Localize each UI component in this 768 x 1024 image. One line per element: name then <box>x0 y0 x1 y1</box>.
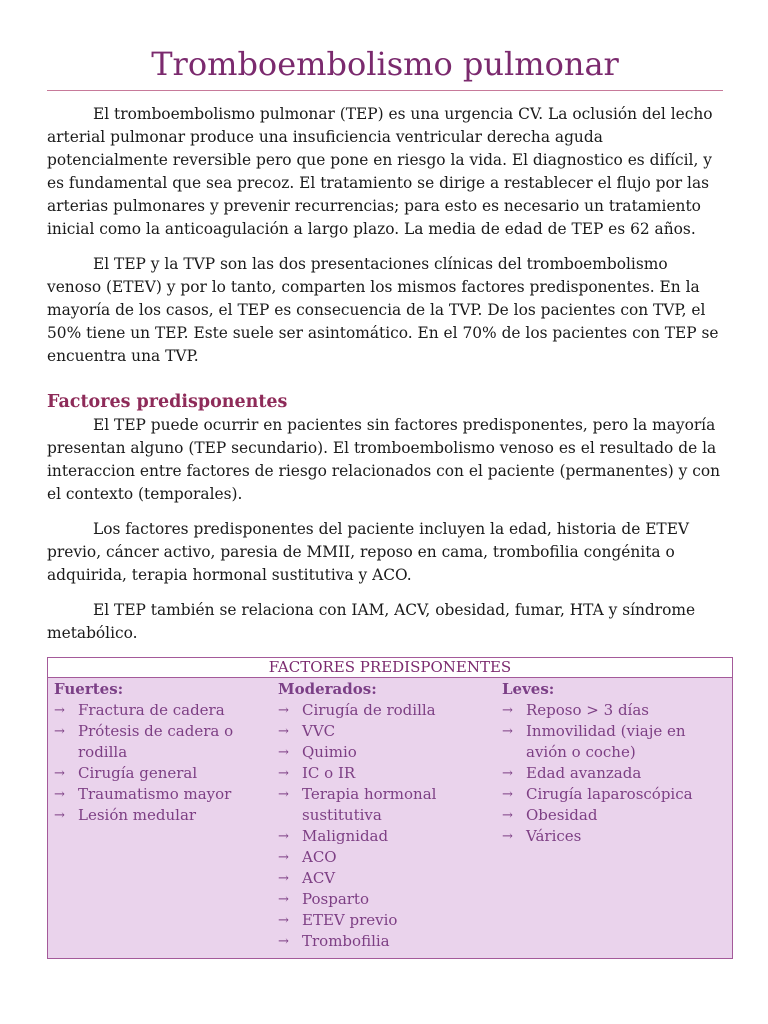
factor-list <box>54 700 278 826</box>
risk-factors-table <box>47 657 733 959</box>
arrow-right-icon: → <box>502 724 513 739</box>
arrow-right-icon: → <box>278 829 289 844</box>
factor-label: Edad avanzada <box>526 764 642 782</box>
factor-label: IC o IR <box>302 764 356 782</box>
list-item <box>502 763 726 784</box>
table-column <box>502 679 726 952</box>
factor-label: Fractura de cadera <box>78 701 225 719</box>
arrow-right-icon: → <box>54 724 65 739</box>
factor-label: Trombofilia <box>302 932 390 950</box>
section-paragraph: El TEP puede ocurrir en pacientes sin factores predisponentes, pero la mayoría presentan alguno (TEP secundario). El tromboembolismo venoso es el resultado de la interaccion entre factores de riesgo relacionados con el paciente (permanentes) y con el contexto (temporales). <box>47 416 721 503</box>
arrow-right-icon: → <box>54 766 65 781</box>
factor-label: Inmovilidad (viaje en avión o coche) <box>526 722 686 761</box>
list-item <box>54 700 278 721</box>
arrow-right-icon: → <box>502 787 513 802</box>
list-item <box>278 721 502 742</box>
list-item <box>502 826 726 847</box>
list-item <box>502 805 726 826</box>
factor-label: Várices <box>526 827 582 845</box>
arrow-right-icon: → <box>278 892 289 907</box>
factor-label: Posparto <box>302 890 369 908</box>
list-item <box>278 931 502 952</box>
arrow-right-icon: → <box>278 703 289 718</box>
list-item <box>278 784 502 826</box>
arrow-right-icon: → <box>54 808 65 823</box>
arrow-right-icon: → <box>278 724 289 739</box>
factor-label: Cirugía laparoscópica <box>526 785 693 803</box>
column-title: Leves: <box>502 680 555 698</box>
list-item <box>54 763 278 784</box>
factor-label: Lesión medular <box>78 806 197 824</box>
factor-label: Malignidad <box>302 827 389 845</box>
arrow-right-icon: → <box>278 745 289 760</box>
list-item <box>54 805 278 826</box>
factor-list <box>502 700 726 847</box>
list-item <box>278 826 502 847</box>
table-columns <box>48 678 732 958</box>
factor-label: Obesidad <box>526 806 598 824</box>
arrow-right-icon: → <box>278 934 289 949</box>
list-item <box>54 721 278 763</box>
section-heading: Factores predisponentes <box>47 392 288 412</box>
list-item <box>278 889 502 910</box>
table-column <box>54 679 278 952</box>
section-paragraph: El TEP también se relaciona con IAM, ACV, obesidad, fumar, HTA y síndrome metabólico. <box>47 601 696 642</box>
title-divider <box>47 90 723 91</box>
arrow-right-icon: → <box>278 913 289 928</box>
factor-label: Cirugía de rodilla <box>302 701 436 719</box>
factor-label: Prótesis de cadera o rodilla <box>78 722 234 761</box>
list-item <box>54 784 278 805</box>
intro-paragraph: El TEP y la TVP son las dos presentaciones clínicas del tromboembolismo venoso (ETEV) y por lo tanto, comparten los mismos factores predisponentes. En la mayoría de los casos, el TEP es consecuencia de la TVP. De los pacientes con TVP, el 50% tiene un TEP. Este suele ser asintomático. En el 70% de los pacientes con TEP se encuentra una TVP. <box>47 255 719 365</box>
list-item <box>278 742 502 763</box>
document-page <box>47 42 723 959</box>
page-title: Tromboembolismo pulmonar <box>151 45 619 83</box>
arrow-right-icon: → <box>278 787 289 802</box>
arrow-right-icon: → <box>502 829 513 844</box>
factor-label: Reposo > 3 días <box>526 701 649 719</box>
column-title: Moderados: <box>278 680 377 698</box>
factor-list <box>278 700 502 952</box>
list-item <box>278 868 502 889</box>
table-column <box>278 679 502 952</box>
list-item <box>502 700 726 721</box>
list-item <box>502 784 726 805</box>
factor-label: ACV <box>302 869 336 887</box>
table-header: FACTORES PREDISPONENTES <box>48 658 732 678</box>
arrow-right-icon: → <box>54 703 65 718</box>
factor-label: Quimio <box>302 743 357 761</box>
list-item <box>278 763 502 784</box>
factor-label: Cirugía general <box>78 764 198 782</box>
factor-label: VVC <box>302 722 336 740</box>
intro-paragraph: El tromboembolismo pulmonar (TEP) es una urgencia CV. La oclusión del lecho arterial pulmonar produce una insuficiencia ventricular derecha aguda potencialmente reversible pero que pone en riesgo la vida. El diagnostico es difícil, y es fundamental que sea precoz. El tratamiento se dirige a restablecer el flujo por las arterias pulmonares y prevenir recurrencias; para esto es necesario un tratamiento inicial como la anticoagulación a largo plazo. La media de edad de TEP es 62 años. <box>47 105 713 238</box>
arrow-right-icon: → <box>502 808 513 823</box>
column-title: Fuertes: <box>54 680 124 698</box>
arrow-right-icon: → <box>502 766 513 781</box>
factor-label: Terapia hormonal sustitutiva <box>302 785 437 824</box>
arrow-right-icon: → <box>278 871 289 886</box>
section-paragraph: Los factores predisponentes del paciente incluyen la edad, historia de ETEV previo, cáncer activo, paresia de MMII, reposo en cama, trombofilia congénita o adquirida, terapia hormonal sustitutiva y ACO. <box>47 520 690 584</box>
list-item <box>278 847 502 868</box>
factor-label: ACO <box>302 848 337 866</box>
list-item <box>278 700 502 721</box>
list-item <box>278 910 502 931</box>
arrow-right-icon: → <box>54 787 65 802</box>
arrow-right-icon: → <box>278 850 289 865</box>
factor-label: ETEV previo <box>302 911 398 929</box>
arrow-right-icon: → <box>278 766 289 781</box>
list-item <box>502 721 726 763</box>
factor-label: Traumatismo mayor <box>78 785 232 803</box>
arrow-right-icon: → <box>502 703 513 718</box>
